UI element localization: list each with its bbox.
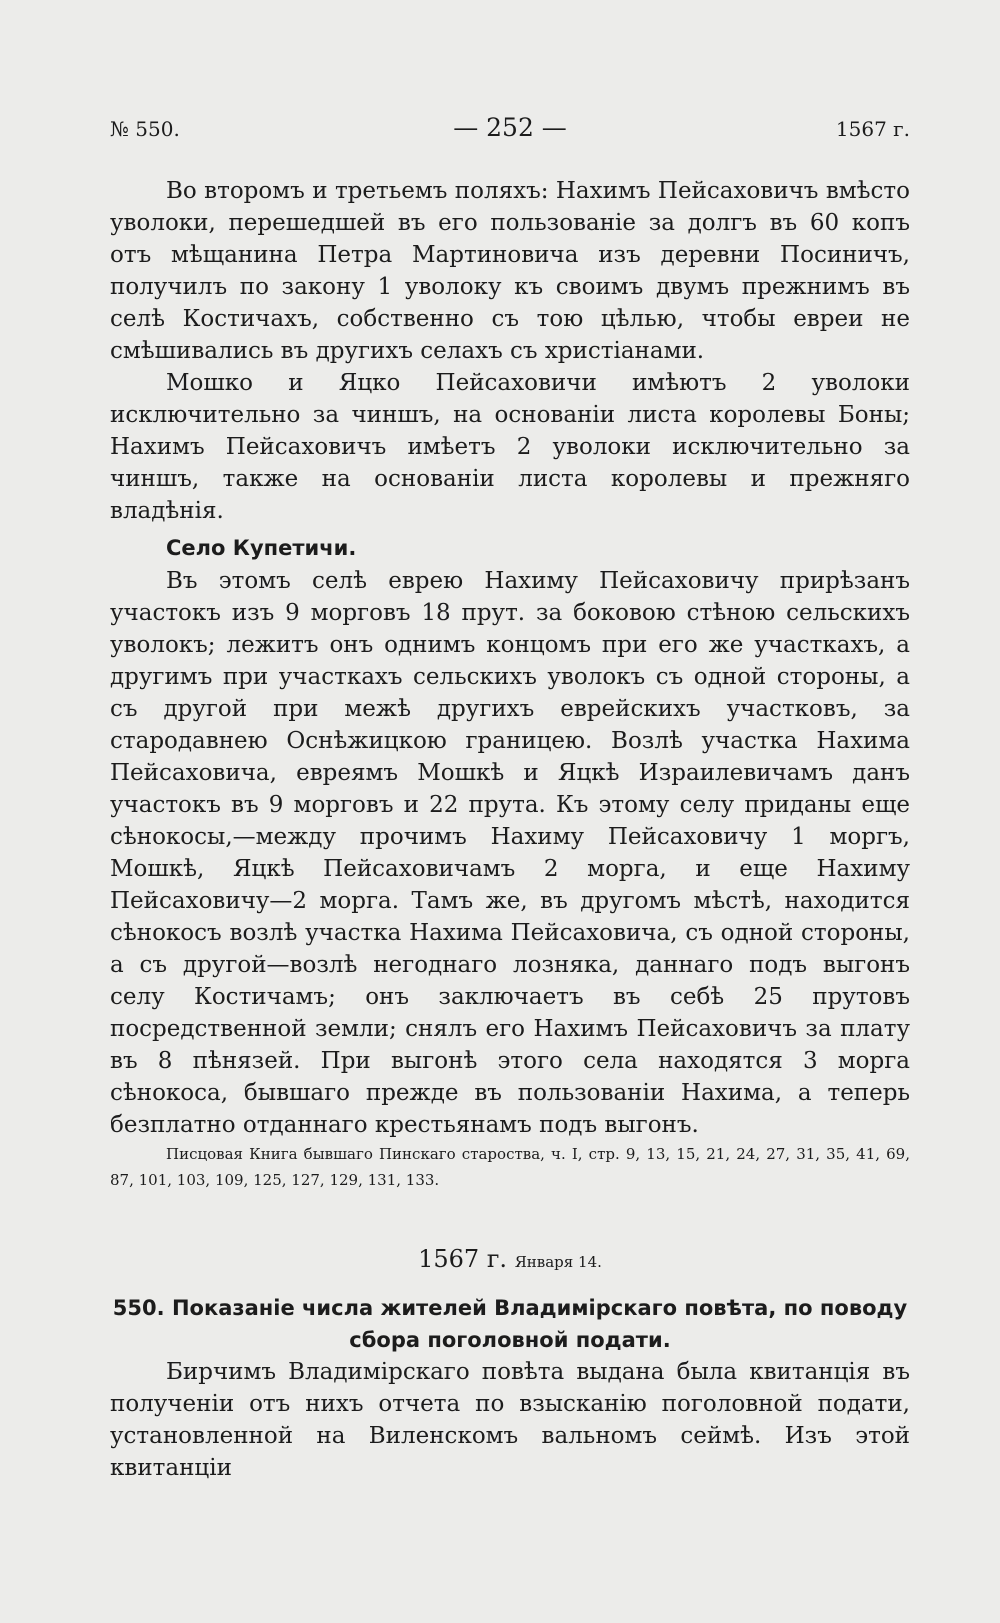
- header-year: 1567 г.: [835, 117, 910, 141]
- village-paragraph: Въ этомъ селѣ еврею Нахиму Пейсаховичу прирѣзанъ участокъ изъ 9 морговъ 18 прут. за боковою стѣною сельскихъ уволокъ; лежитъ онъ однимъ концомъ при его же участкахъ, а другимъ при участкахъ сельскихъ уволокъ съ одной стороны, а съ другой при межѣ другихъ еврейскихъ участковъ, за стародавнею Оснѣжицкою границею. Возлѣ участка Нахима Пейсаховича, евреямъ Мошкѣ и Яцкѣ Израилевичамъ данъ участокъ въ 9 морговъ и 22 прута. Къ этому селу приданы еще сѣнокосы,—между прочимъ Нахиму Пейсаховичу 1 моргъ, Мошкѣ, Яцкѣ Пейсаховичамъ 2 морга, и еще Нахиму Пейсаховичу—2 морга. Тамъ же, въ другомъ мѣстѣ, находится сѣнокосъ возлѣ участка Нахима Пейсаховича, съ одной стороны, а съ другой—возлѣ негоднаго лозняка, даннаго подъ выгонъ селу Костичамъ; онъ заключаетъ въ себѣ 25 прутовъ посредственной земли; снялъ его Нахимъ Пейсаховичъ за плату въ 8 пѣнязей. При выгонѣ этого села находятся 3 морга сѣнокоса, бывшаго прежде въ пользованіи Нахима, а теперь безплатно отданнаго крестьянамъ подъ выгонъ.: [110, 568, 910, 1138]
- document-year: 1567 г.: [418, 1245, 508, 1273]
- document-title: [110, 1292, 910, 1356]
- page-header: [110, 113, 910, 147]
- paragraph: Во второмъ и третьемъ поляхъ: Нахимъ Пейсаховичъ вмѣсто уволоки, перешедшей въ его пользованіе за долгъ въ 60 копъ отъ мѣщанина Петра Мартиновича изъ деревни Посиничъ, получилъ по закону 1 уволоку къ своимъ двумъ прежнимъ въ селѣ Костичахъ, собственно съ тою цѣлью, чтобы евреи не смѣшивались въ другихъ селахъ съ христіанами.: [110, 178, 910, 364]
- document-date: [110, 1241, 910, 1280]
- source-note: Писцовая Книга бывшаго Пинскаго староства, ч. I, стр. 9, 13, 15, 21, 24, 27, 31, 35, 41, 69, 87, 101, 103, 109, 125, 127, 129, 131, 133.: [110, 1145, 910, 1189]
- document-title-text: Показаніе числа жителей Владимірскаго повѣта, по поводу сбора поголовной подати.: [171, 1296, 908, 1352]
- document-number: № 550.: [110, 117, 180, 141]
- village-heading: Село Купетичи.: [166, 536, 357, 560]
- document-paragraph: Бирчимъ Владимірскаго повѣта выдана была квитанція въ полученіи отъ нихъ отчета по взысканію поголовной подати, установленной на Виленскомъ вальномъ сеймѣ. Изъ этой квитанціи: [110, 1359, 910, 1481]
- page-number: — 252 —: [453, 113, 567, 142]
- document-month: Января 14.: [514, 1253, 602, 1271]
- document-title-number: 550.: [112, 1296, 165, 1320]
- page-body: [110, 175, 910, 1484]
- paragraph: Мошко и Яцко Пейсаховичи имѣютъ 2 уволоки исключительно за чиншъ, на основаніи листа королевы Боны; Нахимъ Пейсаховичъ имѣетъ 2 уволоки исключительно за чиншъ, также на основаніи листа королевы и прежняго владѣнія.: [110, 370, 910, 524]
